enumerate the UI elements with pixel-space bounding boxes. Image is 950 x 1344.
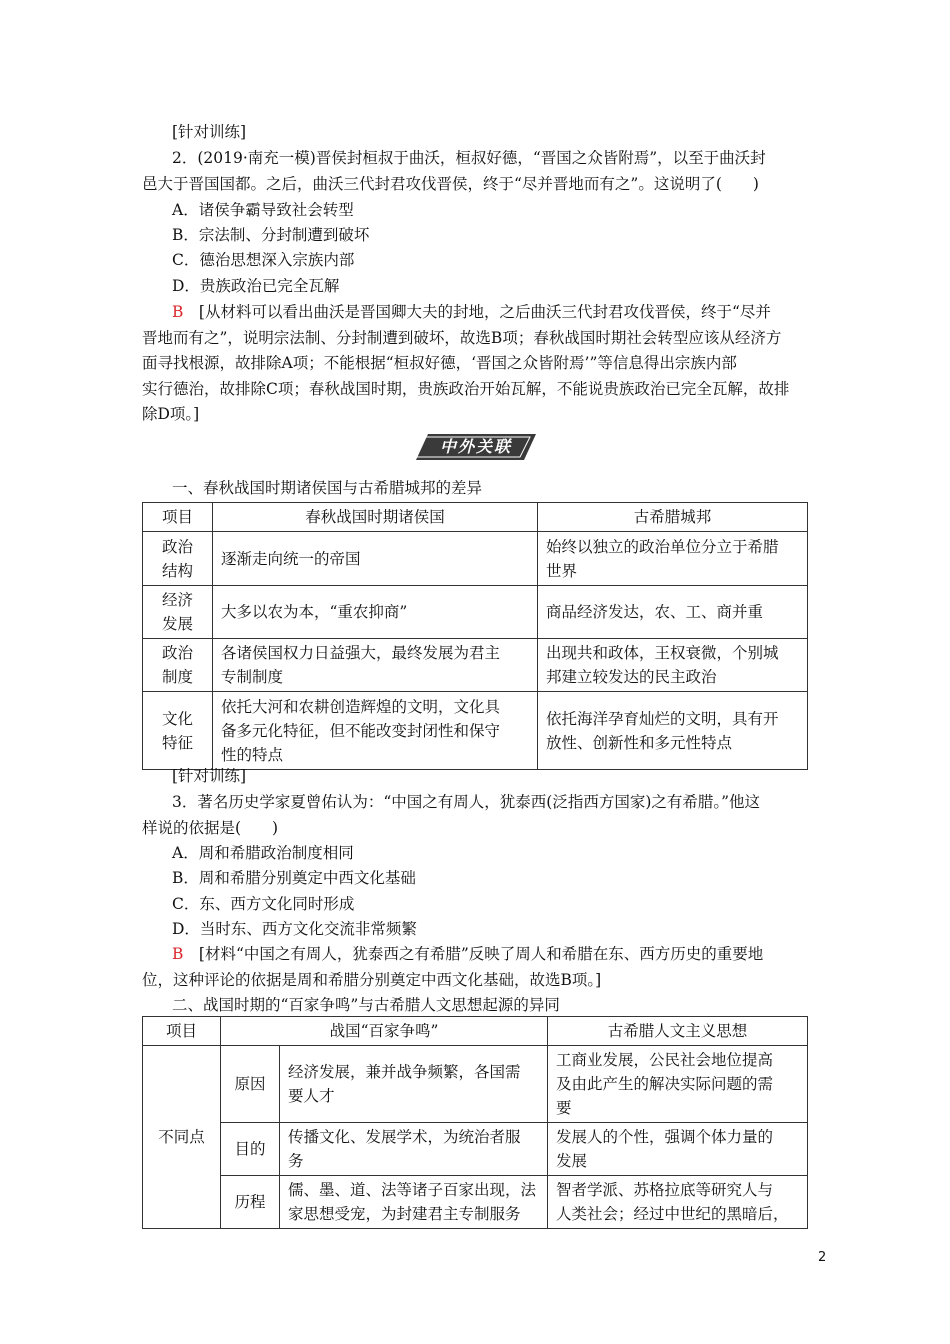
explanation-text: 面寻找根源，故排除A项；不能根据“桓叔好德，‘晋国之众皆附焉’”等信息得出宗族内部 <box>142 354 737 372</box>
greece-cell: 发展人的个性，强调个体力量的 发展 <box>548 1123 808 1176</box>
greece-cell: 智者学派、苏格拉底等研究人与 人类社会；经过中世纪的黑暗后， <box>548 1176 808 1229</box>
training-heading: [针对训练] <box>172 767 247 785</box>
question-stem: 样说的依据是( ) <box>142 819 279 837</box>
header-cell: 项目 <box>143 503 213 532</box>
section-title: 一、春秋战国时期诸侯国与古希腊城邦的差异 <box>172 479 483 497</box>
greece-cell: 始终以独立的政治单位分立于希腊 世界 <box>538 532 808 586</box>
explanation-text: [从材料可以看出曲沃是晋国卿大夫的封地，之后曲沃三代封君攻伐晋侯，终于“尽并 <box>198 303 771 321</box>
training-heading: [针对训练] <box>172 123 247 141</box>
header-cell: 古希腊人文主义思想 <box>548 1017 808 1046</box>
item-cell: 历程 <box>221 1176 280 1229</box>
banner-label: 中外关联 <box>439 437 512 456</box>
question-stem: 2．(2019·南充一模)晋侯封桓叔于曲沃，桓叔好德，“晋国之众皆附焉”，以至于曲沃封 <box>172 149 766 167</box>
header-cell: 春秋战国时期诸侯国 <box>213 503 538 532</box>
section-banner <box>416 432 536 462</box>
table-header-row <box>143 1017 808 1046</box>
table-row <box>143 1123 808 1176</box>
table-row <box>143 692 808 770</box>
option-c: C．德治思想深入宗族内部 <box>172 251 355 269</box>
group-label-cell: 不同点 <box>143 1046 221 1229</box>
table-row <box>143 1176 808 1229</box>
option-b: B．宗法制、分封制遭到破坏 <box>172 226 370 244</box>
option-a: A．周和希腊政治制度相同 <box>172 844 354 862</box>
table-row <box>143 1046 808 1123</box>
china-cell: 传播文化、发展学术，为统治者服 务 <box>280 1123 548 1176</box>
option-a: A．诸侯争霸导致社会转型 <box>172 201 354 219</box>
item-cell: 原因 <box>221 1046 280 1123</box>
table-row <box>143 586 808 639</box>
option-d: D．当时东、西方文化交流非常频繁 <box>172 920 417 938</box>
question-stem: 邑大于晋国国都。之后，曲沃三代封君攻伐晋侯，终于“尽并晋地而有之”。这说明了( ) <box>142 175 759 193</box>
answer-explanation <box>172 944 763 964</box>
page-number: 2 <box>818 1250 827 1265</box>
greece-cell: 依托海洋孕育灿烂的文明，具有开 放性、创新性和多元性特点 <box>538 692 808 770</box>
china-cell: 儒、墨、道、法等诸子百家出现，法 家思想受宠，为封建君主专制服务 <box>280 1176 548 1229</box>
explanation-text: 晋地而有之”，说明宗法制、分封制遭到破坏，故选B项；春秋战国时期社会转型应该从经济方 <box>142 329 782 347</box>
china-cell: 大多以农为本，“重农抑商” <box>213 586 538 639</box>
option-c: C．东、西方文化同时形成 <box>172 895 355 913</box>
explanation-text: 除D项。] <box>142 405 200 423</box>
china-cell: 经济发展，兼并战争频繁，各国需 要人才 <box>280 1046 548 1123</box>
option-d: D．贵族政治已完全瓦解 <box>172 277 340 295</box>
item-cell: 政治 制度 <box>143 639 213 692</box>
china-cell: 逐渐走向统一的帝国 <box>213 532 538 586</box>
item-cell: 文化 特征 <box>143 692 213 770</box>
table-header-row <box>143 503 808 532</box>
header-cell: 战国“百家争鸣” <box>221 1017 548 1046</box>
china-cell: 依托大河和农耕创造辉煌的文明，文化具 备多元化特征，但不能改变封闭性和保守 性的特点 <box>213 692 538 770</box>
china-cell: 各诸侯国权力日益强大，最终发展为君主 专制制度 <box>213 639 538 692</box>
header-cell: 项目 <box>143 1017 221 1046</box>
answer-explanation <box>172 302 771 322</box>
explanation-text: [材料“中国之有周人，犹泰西之有希腊”反映了周人和希腊在东、西方历史的重要地 <box>198 945 764 963</box>
header-cell: 古希腊城邦 <box>538 503 808 532</box>
comparison-table-1 <box>142 502 808 770</box>
option-b: B．周和希腊分别奠定中西文化基础 <box>172 869 416 887</box>
greece-cell: 工商业发展，公民社会地位提高 及由此产生的解决实际问题的需 要 <box>548 1046 808 1123</box>
section-title: 二、战国时期的“百家争鸣”与古希腊人文思想起源的异同 <box>172 996 560 1014</box>
item-cell: 经济 发展 <box>143 586 213 639</box>
item-cell: 目的 <box>221 1123 280 1176</box>
question-stem: 3．著名历史学家夏曾佑认为：“中国之有周人，犹泰西(泛指西方国家)之有希腊。”他这 <box>172 793 761 811</box>
answer-letter: B <box>172 303 184 321</box>
greece-cell: 商品经济发达，农、工、商并重 <box>538 586 808 639</box>
table-row <box>143 532 808 586</box>
explanation-text: 位，这种评论的依据是周和希腊分别奠定中西文化基础，故选B项。] <box>142 971 602 989</box>
greece-cell: 出现共和政体，王权衰微，个别城 邦建立较发达的民主政治 <box>538 639 808 692</box>
table-row <box>143 639 808 692</box>
answer-letter: B <box>172 945 184 963</box>
comparison-table-2 <box>142 1016 808 1229</box>
explanation-text: 实行德治，故排除C项；春秋战国时期，贵族政治开始瓦解，不能说贵族政治已完全瓦解，故排 <box>142 380 790 398</box>
item-cell: 政治 结构 <box>143 532 213 586</box>
